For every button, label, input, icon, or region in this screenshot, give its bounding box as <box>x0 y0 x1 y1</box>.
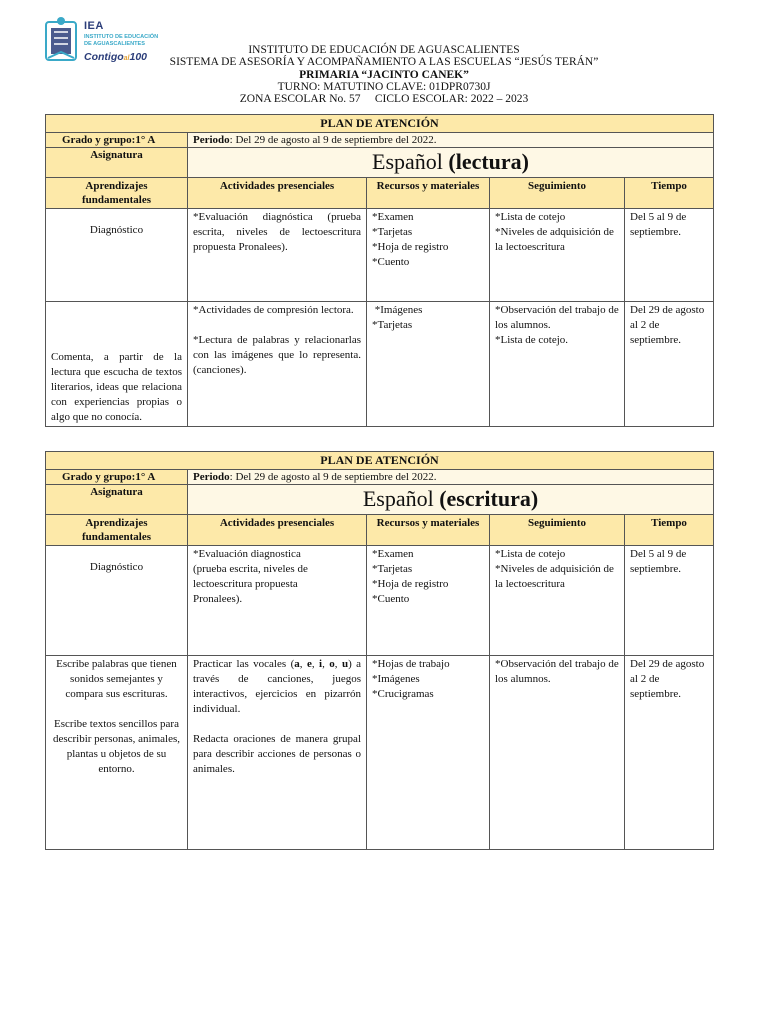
header-zone: ZONA ESCOLAR No. 57 CICLO ESCOLAR: 2022 – 2023 <box>239 93 529 106</box>
table-row <box>46 656 714 850</box>
grado-grupo: Grado y grupo:1° A <box>46 133 188 148</box>
asignatura-row <box>46 148 714 178</box>
state-seal-icon <box>44 16 78 62</box>
header-shift: TURNO: MATUTINO CLAVE: 01DPR0730J <box>277 80 491 93</box>
table-row <box>46 209 714 302</box>
seguimiento-cell: *Observación del trabajo de los alumnos. *Lista de cotejo. <box>490 302 625 427</box>
seguimiento-cell: *Observación del trabajo de los alumnos. <box>490 656 625 850</box>
asignatura-label: Asignatura <box>46 485 188 515</box>
tiempo-cell: Del 5 al 9 de septiembre. <box>625 209 714 302</box>
actividades-cell: *Evaluación diagnostica (prueba escrita, niveles de lectoescritura propuesta Pronalees). <box>188 546 367 656</box>
asignatura-label: Asignatura <box>46 148 188 178</box>
recursos-cell: *Imágenes *Tarjetas <box>367 302 490 427</box>
grado-periodo-row <box>46 133 714 148</box>
recursos-cell: *Examen *Tarjetas *Hoja de registro *Cuento <box>367 209 490 302</box>
subject-title: Español (escritura) <box>188 485 714 515</box>
subject-title: Español (lectura) <box>188 148 714 178</box>
grado-periodo-row <box>46 470 714 485</box>
tiempo-cell: Del 5 al 9 de septiembre. <box>625 546 714 656</box>
aprendizaje-cell: Diagnóstico <box>46 209 188 302</box>
tiempo-cell: Del 29 de agosto al 2 de septiembre. <box>625 302 714 427</box>
header-institute: INSTITUTO DE EDUCACIÓN DE AGUASCALIENTES <box>248 44 520 56</box>
actividades-cell: *Evaluación diagnóstica (prueba escrita, niveles de lectoescritura propuesta Pronalees). <box>188 209 367 302</box>
col-tiempo: Tiempo <box>625 515 714 546</box>
column-header-row <box>46 515 714 546</box>
plan-table-lectura <box>45 114 714 427</box>
col-actividades: Actividades presenciales <box>188 515 367 546</box>
periodo: Periodo: Del 29 de agosto al 9 de septiembre del 2022. <box>188 133 714 148</box>
plan-title: PLAN DE ATENCIÓN <box>46 115 714 133</box>
col-seguimiento: Seguimiento <box>490 178 625 209</box>
tiempo-cell: Del 29 de agosto al 2 de septiembre. <box>625 656 714 850</box>
seguimiento-cell: *Lista de cotejo *Niveles de adquisición de la lectoescritura <box>490 209 625 302</box>
aprendizaje-cell: Diagnóstico <box>46 546 188 656</box>
table-row <box>46 302 714 427</box>
periodo: Periodo: Del 29 de agosto al 9 de septiembre del 2022. <box>188 470 714 485</box>
col-seguimiento: Seguimiento <box>490 515 625 546</box>
grado-grupo: Grado y grupo:1° A <box>46 470 188 485</box>
col-tiempo: Tiempo <box>625 178 714 209</box>
header-school: PRIMARIA “JACINTO CANEK” <box>299 68 469 81</box>
column-header-row <box>46 178 714 209</box>
col-recursos: Recursos y materiales <box>367 515 490 546</box>
logo-slogan: Contigoal100 <box>84 51 148 63</box>
table-row <box>46 546 714 656</box>
col-recursos: Recursos y materiales <box>367 178 490 209</box>
col-aprendizajes: Aprendizajes fundamentales <box>46 515 188 546</box>
col-actividades: Actividades presenciales <box>188 178 367 209</box>
plan-title: PLAN DE ATENCIÓN <box>46 452 714 470</box>
recursos-cell: *Examen *Tarjetas *Hoja de registro *Cuento <box>367 546 490 656</box>
logo-institute: INSTITUTO DE EDUCACIÓN DE AGUASCALIENTES <box>84 34 159 47</box>
plan-title-row <box>46 115 714 133</box>
recursos-cell: *Hojas de trabajo *Imágenes *Crucigramas <box>367 656 490 850</box>
seguimiento-cell: *Lista de cotejo *Niveles de adquisición de la lectoescritura <box>490 546 625 656</box>
header-system: SISTEMA DE ASESORÍA Y ACOMPAÑAMIENTO A LAS ESCUELAS “JESÚS TERÁN” <box>169 56 599 69</box>
actividades-cell: Practicar las vocales (a, e, i, o, u) a través de canciones, juegos interactivos, ejercicios en pizarrón individual. Redacta oraciones de manera grupal para describir acciones de personas o animales. <box>188 656 367 850</box>
aprendizaje-cell: Escribe palabras que tienen sonidos semejantes y compara sus escrituras. Escribe textos sencillos para describir personas, animales, plantas u objetos de su entorno. <box>46 656 188 850</box>
document-header <box>130 44 638 105</box>
actividades-cell: *Actividades de compresión lectora. *Lectura de palabras y relacionarlas con las imágenes que lo representa. (canciones). <box>188 302 367 427</box>
plan-title-row <box>46 452 714 470</box>
plan-table-escritura <box>45 451 714 850</box>
asignatura-row <box>46 485 714 515</box>
logo-acronym: IEA <box>84 20 104 32</box>
col-aprendizajes: Aprendizajes fundamentales <box>46 178 188 209</box>
aprendizaje-cell: Comenta, a partir de la lectura que escucha de textos literarios, ideas que relaciona con experiencias propias o algo que no conocía. <box>46 302 188 427</box>
